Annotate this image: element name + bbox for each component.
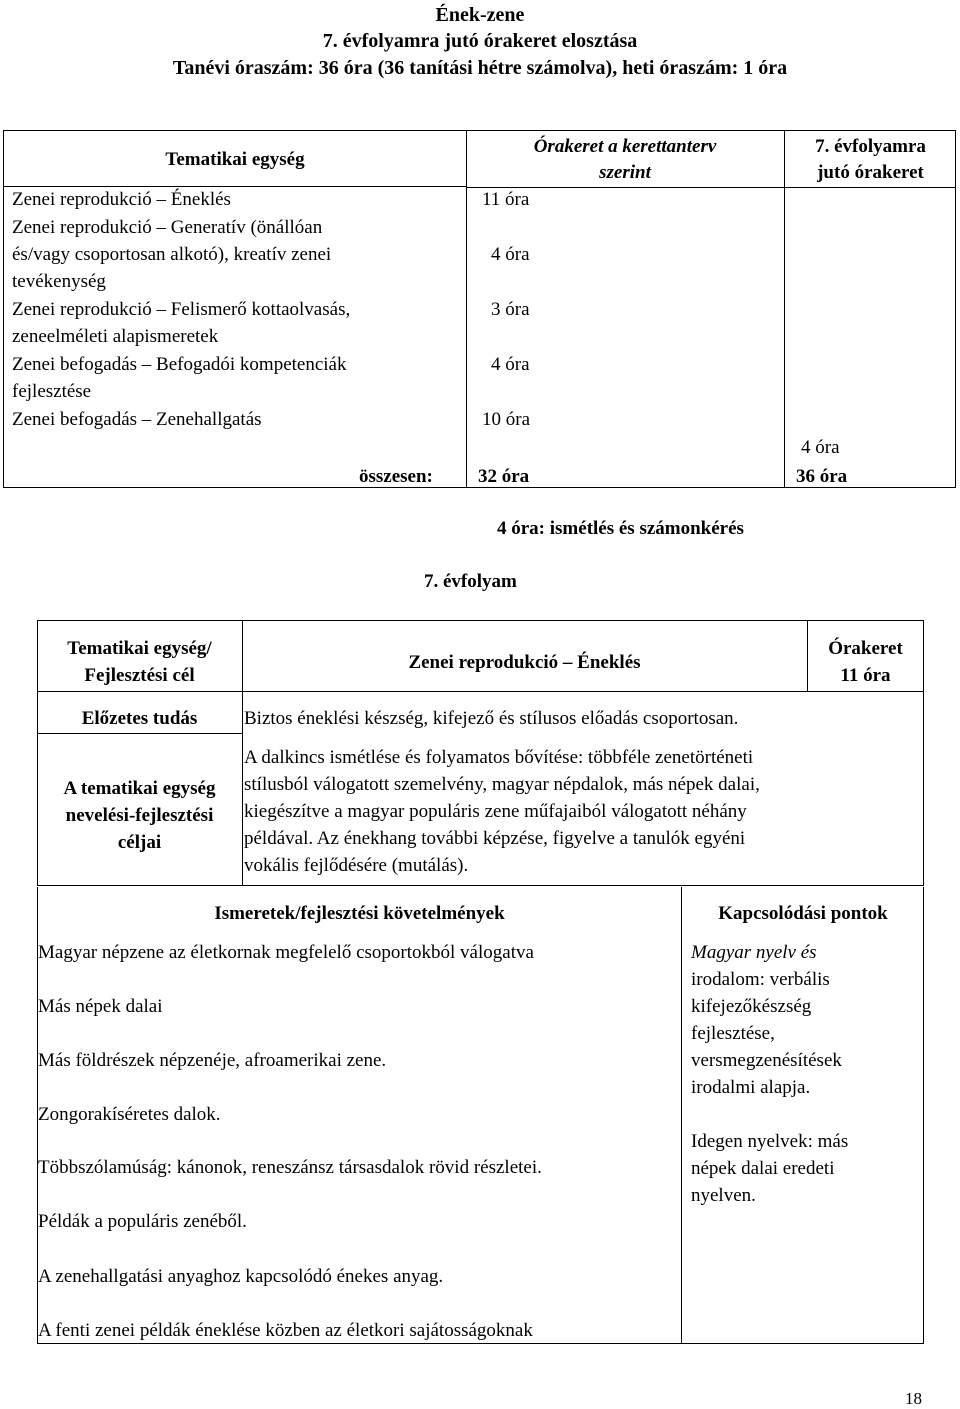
req-item-1: Magyar népzene az életkornak megfelelő csoportokból válogatva [38, 942, 534, 963]
conn-1-line-1: irodalom: verbális [691, 969, 830, 990]
row-5-hours: 10 óra [482, 409, 531, 430]
unit-title: Zenei reprodukció – Éneklés [408, 652, 641, 673]
prior-text: Biztos éneklési készség, kifejező és stílusos előadás csoportosan. [244, 708, 739, 729]
hours-summary: Tanévi óraszám: 36 óra (36 tanítási hétre számolva), heti óraszám: 1 óra [172, 57, 788, 79]
row-1-unit: Zenei reprodukció – Éneklés [12, 189, 231, 210]
prior-label: Előzetes tudás [81, 708, 198, 729]
row-1-hours: 11 óra [482, 189, 530, 210]
total-grade-hours: 36 óra [796, 466, 848, 487]
req-item-5: Többszólamúság: kánonok, reneszánsz társasdalok rövid részletei. [38, 1157, 542, 1178]
conn-2-line-3: nyelven. [691, 1185, 756, 1206]
conn-2-line-2: népek dalai eredeti [691, 1158, 835, 1179]
req-item-3: Más földrészek népzenéje, afroamerikai zene. [38, 1050, 387, 1071]
goals-label-3: céljai [117, 832, 162, 853]
requirements-header: Ismeretek/fejlesztési követelmények [214, 903, 505, 924]
row-2-hours: 4 óra [491, 244, 530, 265]
req-item-8: A fenti zenei példák éneklése közben az életkori sajátosságoknak [38, 1320, 533, 1341]
conn-italic: Magyar nyelv és [691, 942, 817, 963]
row-4-hours: 4 óra [491, 354, 530, 375]
row-2-unit-line-1: Zenei reprodukció – Generatív (önállóan [12, 217, 323, 238]
goals-line-2: stílusból válogatott szemelvény, magyar népdalok, más népek dalai, [244, 774, 760, 795]
col-header-grade-2: jutó órakeret [817, 162, 924, 183]
frame-value: 11 óra [840, 665, 891, 686]
goals-label-1: A tematikai egység [63, 778, 216, 799]
goals-line-4: példával. Az énekhang további képzése, figyelve a tanulók egyéni [244, 828, 746, 849]
conn-1-line-4: versmegzenésítések [691, 1050, 842, 1071]
label-unit-1: Tematikai egység/ [67, 638, 212, 659]
conn-1-line-2: kifejezőkészség [691, 996, 812, 1017]
connections-header: Kapcsolódási pontok [718, 903, 888, 924]
conn-1-line-3: fejlesztése, [691, 1023, 775, 1044]
requirements-table [37, 887, 924, 1344]
conn-1-line-5: irodalmi alapja. [691, 1077, 811, 1098]
conn-2-line-1: Idegen nyelvek: más [691, 1131, 849, 1152]
total-frame-hours: 32 óra [478, 466, 530, 487]
req-item-6: Példák a populáris zenéből. [38, 1211, 247, 1232]
col-header-frame-2: szerint [599, 162, 651, 183]
col-header-grade-1: 7. évfolyamra [815, 136, 926, 157]
row-5-unit: Zenei befogadás – Zenehallgatás [12, 409, 262, 430]
req-item-2: Más népek dalai [38, 996, 163, 1017]
req-item-7: A zenehallgatási anyaghoz kapcsolódó énekes anyag. [38, 1266, 444, 1287]
frame-label: Órakeret [828, 638, 903, 659]
review-note: 4 óra: ismétlés és számonkérés [497, 518, 744, 539]
grade-heading: 7. évfolyam [424, 571, 517, 592]
row-2-unit-line-3: tevékenység [12, 271, 106, 292]
col-header-frame-1: Órakeret a kerettanterv [533, 136, 717, 157]
goals-line-5: vokális fejlődésére (mutálás). [244, 855, 469, 876]
row-3-unit-line-2: zeneelméleti alapismeretek [12, 326, 219, 347]
goals-line-1: A dalkincs ismétlése és folyamatos bővítése: többféle zenetörténeti [244, 747, 754, 768]
page-number: 18 [905, 1389, 922, 1408]
total-label: összesen: [359, 466, 433, 487]
extra-hours: 4 óra [801, 437, 840, 458]
col-header-unit: Tematikai egység [165, 149, 305, 170]
label-unit-2: Fejlesztési cél [84, 665, 195, 686]
subject-title: Ének-zene [435, 4, 525, 26]
row-2-unit-line-2: és/vagy csoportosan alkotó), kreatív zenei [12, 244, 332, 265]
overview-table [3, 130, 956, 488]
goals-label-2: nevelési-fejlesztési [65, 805, 214, 826]
goals-line-3: kiegészítve a magyar populáris zene műfajaiból válogatott néhány [244, 801, 747, 822]
row-3-unit-line-1: Zenei reprodukció – Felismerő kottaolvasás, [12, 299, 351, 320]
req-item-4: Zongorakíséretes dalok. [38, 1104, 221, 1125]
row-4-unit-line-2: fejlesztése [12, 381, 92, 402]
row-4-unit-line-1: Zenei befogadás – Befogadói kompetenciák [12, 354, 347, 375]
unit-table [37, 620, 924, 886]
allocation-title: 7. évfolyamra jutó órakeret elosztása [322, 30, 638, 52]
row-3-hours: 3 óra [491, 299, 530, 320]
